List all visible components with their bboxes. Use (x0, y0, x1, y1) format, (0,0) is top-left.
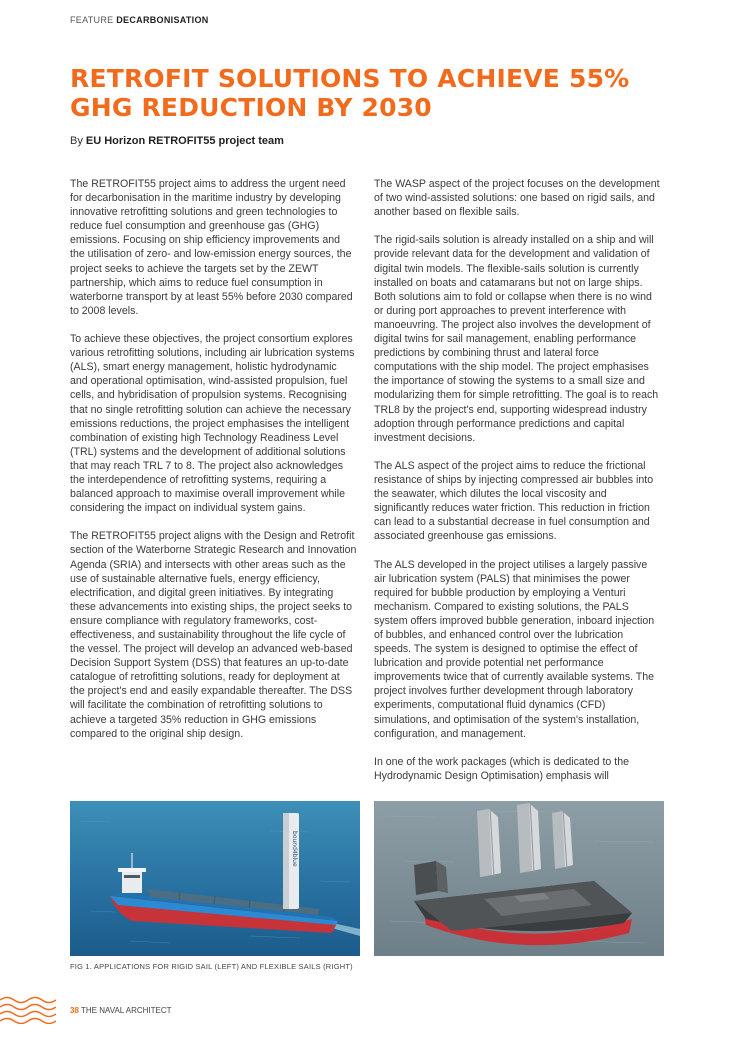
paragraph: To achieve these objectives, the project consortium explores various retrofitting solutions, including air lubrication systems (ALS), smart energy management, holistic hydrodynamic and operational optimisation, wind-assisted propulsion, fuel cells, and hybridisation of propulsion systems. Recognising that no single retrofitting solution can achieve the necessary emissions reductions, the project emphasises the intelligent combination of existing high Technology Readiness Level (TRL) systems and the development of additional solutions that may reach TRL 7 to 8. The project also acknowledges the interdependence of retrofitting systems, requiring a balanced approach to maximise overall improvement while considering the impact on individual system gains. (70, 333, 355, 515)
left-column (70, 177, 357, 755)
byline-author: EU Horizon RETROFIT55 project team (85, 135, 284, 147)
waves-logo-icon (0, 994, 56, 1024)
paragraph: The ALS developed in the project utilises a largely passive air lubrication system (PALS) that minimises the power required for bubble production by employing a Venturi mechanism. Compared to existing solutions, the PALS system offers improved bubble generation, inboard injection of bubbles, and enhanced control over the lubrication speeds. The system is designed to optimise the effect of lubrication and provide potential net performance improvements twice that of currently available systems. The project involves further development through laboratory experiments, computational fluid dynamics (CFD) simulations, and optimisation of the system's installation, configuration, and management. (374, 558, 655, 740)
byline-prefix: By (70, 135, 83, 147)
section-label: FEATURE (70, 15, 114, 25)
section-topic: DECARBONISATION (116, 15, 209, 25)
article-title: RETROFIT SOLUTIONS TO ACHIEVE 55% GHG REDUCTION BY 2030 (70, 64, 630, 122)
paragraph: The WASP aspect of the project focuses on the development of two wind-assisted solutions: one based on rigid sails, and another based on flexible sails. (374, 178, 660, 219)
paragraph: The RETROFIT55 project aims to address the urgent need for decarbonisation in the maritime industry by developing innovative retrofitting solutions and green technologies to reduce fuel consumption and greenhouse gas (GHG) emissions. Focusing on ship efficiency improvements and the utilisation of zero- and low-emission energy sources, the project seeks to achieve the targets set by the ZEWT partnership, which aims to reduce fuel consumption in waterborne transport by at least 55% before 2030 compared to 2008 levels. (70, 178, 353, 317)
paragraph: The rigid-sails solution is already installed on a ship and will provide relevant data for the development and validation of digital twin models. The flexible-sails solution is currently installed on boats and catamarans but not on large ships. Both solutions aim to fold or collapse when there is no wind or during port approaches to prevent interference with manoeuvring. The project also involves the development of digital twins for sail management, enabling performance predictions by combining thrust and lateral force computations with the ship model. The project emphasises the importance of stowing the systems to a small size and modularizing them for simple retrofitting. The goal is to reach TRL8 by the project's end, supporting widespread industry adoption through performance predictions and capital investment decisions. (374, 234, 659, 444)
byline (70, 135, 284, 147)
paragraph: The ALS aspect of the project aims to reduce the frictional resistance of ships by injecting compressed air bubbles into the seawater, which dilutes the local viscosity and significantly reduces water friction. This reduction in friction can lead to a substantial decrease in fuel consumption and associated greenhouse gas emissions. (374, 459, 654, 543)
paragraph: In one of the work packages (which is dedicated to the Hydrodynamic Design Optimisation) emphasis will (374, 755, 629, 782)
figure-image-flexible-sails (374, 801, 664, 956)
paragraph: The RETROFIT55 project aligns with the Design and Retrofit section of the Waterborne Strategic Research and Innovation Agenda (SRIA) and intersects with other areas such as the use of sustainable alternative fuels, energy efficiency, electrification, and digital green initiatives. By integrating these advancements into existing ships, the project seeks to ensure compliance with regulatory frameworks, cost-effectiveness, and sustainability throughout the life cycle of the vessel. The project will develop an advanced web-based Decision Support System (DSS) that features an up-to-date catalogue of retrofitting solutions, ready for deployment at the project's end and easily expandable thereafter. The DSS will facilitate the combination of retrofitting solutions to achieve a targeted 35% reduction in GHG emissions compared to the original ship design. (70, 530, 357, 740)
figure-caption: FIG 1. APPLICATIONS FOR RIGID SAIL (LEFT) AND FLEXIBLE SAILS (RIGHT) (70, 962, 353, 971)
sail-lettering: bound4blue (291, 831, 298, 867)
page-number: 38 (70, 1006, 79, 1015)
section-header (70, 15, 209, 25)
page-footer (70, 1006, 172, 1015)
figure-image-rigid-sail (70, 801, 360, 956)
publication-name: THE NAVAL ARCHITECT (80, 1006, 172, 1015)
right-column (374, 177, 661, 797)
